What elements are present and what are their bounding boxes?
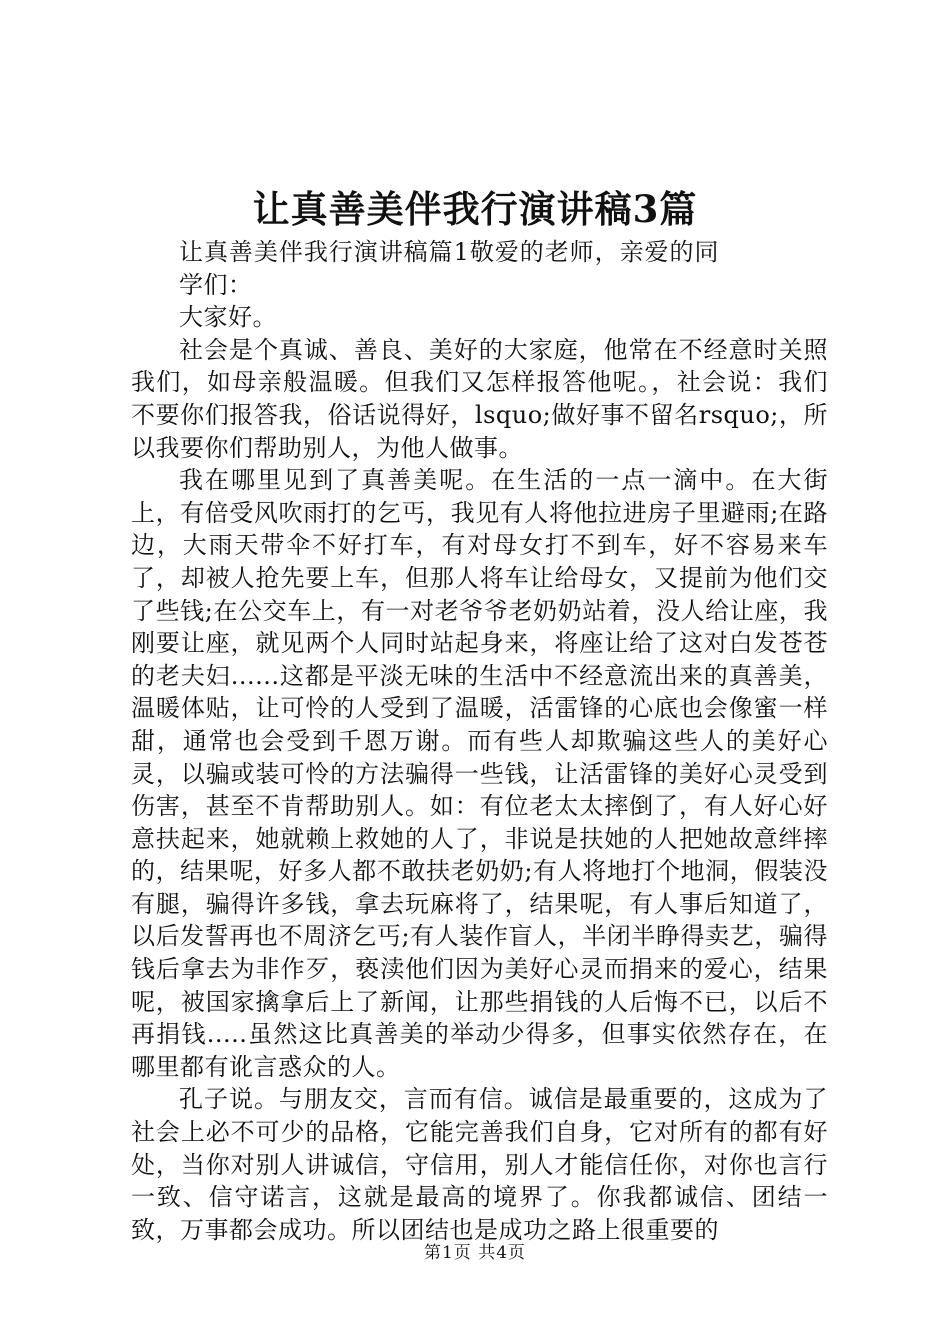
document-body [131, 236, 828, 1246]
paragraph-greeting: 大家好。 [179, 303, 277, 332]
paragraph-examples: 我在哪里见到了真善美呢。在生活的一点一滴中。在大街上，有倍受风吹雨打的乞丐，我见有人将他拉进房子里避雨;在路边，大雨天带伞不好打车，有对母女打不到车，好不容易来车了，却被人抢先要上车，但那人将车让给母女，又提前为他们交了些钱;在公交车上，有一对老爷爷老奶奶站着，没人给让座，我刚要让座，就见两个人同时站起身来，将座让给了这对白发苍苍的老夫妇......这都是平淡无味的生活中不经意流出来的真善美，温暖体贴，让可怜的人受到了温暖，活雷锋的心底也会像蜜一样甜，通常也会受到千恩万谢。而有些人却欺骗这些人的美好心灵，以骗或装可怜的方法骗得一些钱，让活雷锋的美好心灵受到伤害，甚至不肯帮助别人。如：有位老太太摔倒了，有人好心好意扶起来，她就赖上救她的人了，非说是扶她的人把她故意绊摔的，结果呢，好多人都不敢扶老奶奶;有人将地打个地洞，假装没有腿，骗得许多钱，拿去玩麻将了，结果呢，有人事后知道了，以后发誓再也不周济乞丐;有人装作盲人，半闭半睁得卖艺，骗得钱后拿去为非作歹，亵渎他们因为美好心灵而捐来的爱心，结果呢，被国家擒拿后上了新闻，让那些捐钱的人后悔不已，以后不再捐钱.....虽然这比真善美的举动少得多，但事实依然存在，在哪里都有讹言惑众的人。 [131, 466, 828, 1081]
paragraph-intro: 让真善美伴我行演讲稿篇1敬爱的老师，亲爱的同学们： [179, 238, 719, 299]
page-number-footer: 第1页 共4页 [423, 1243, 527, 1263]
document-title: 让真善美伴我行演讲稿3篇 [252, 187, 698, 231]
paragraph-society: 社会是个真诚、善良、美好的大家庭，他常在不经意时关照我们，如母亲般温暖。但我们又怎样报答他呢。，社会说：我们不要你们报答我，俗话说得好，lsquo;做好事不留名rsquo;，所以我要你们帮助别人，为他人做事。 [131, 335, 828, 462]
paragraph-confucius: 孔子说。与朋友交，言而有信。诚信是最重要的，这成为了社会上必不可少的品格，它能完善我们自身，它对所有的都有好处，当你对别人讲诚信，守信用，别人才能信任你，对你也言行一致、信守诺言，这就是最高的境界了。你我都诚信、团结一致，万事都会成功。所以团结也是成功之路上很重要的 [131, 1085, 828, 1244]
